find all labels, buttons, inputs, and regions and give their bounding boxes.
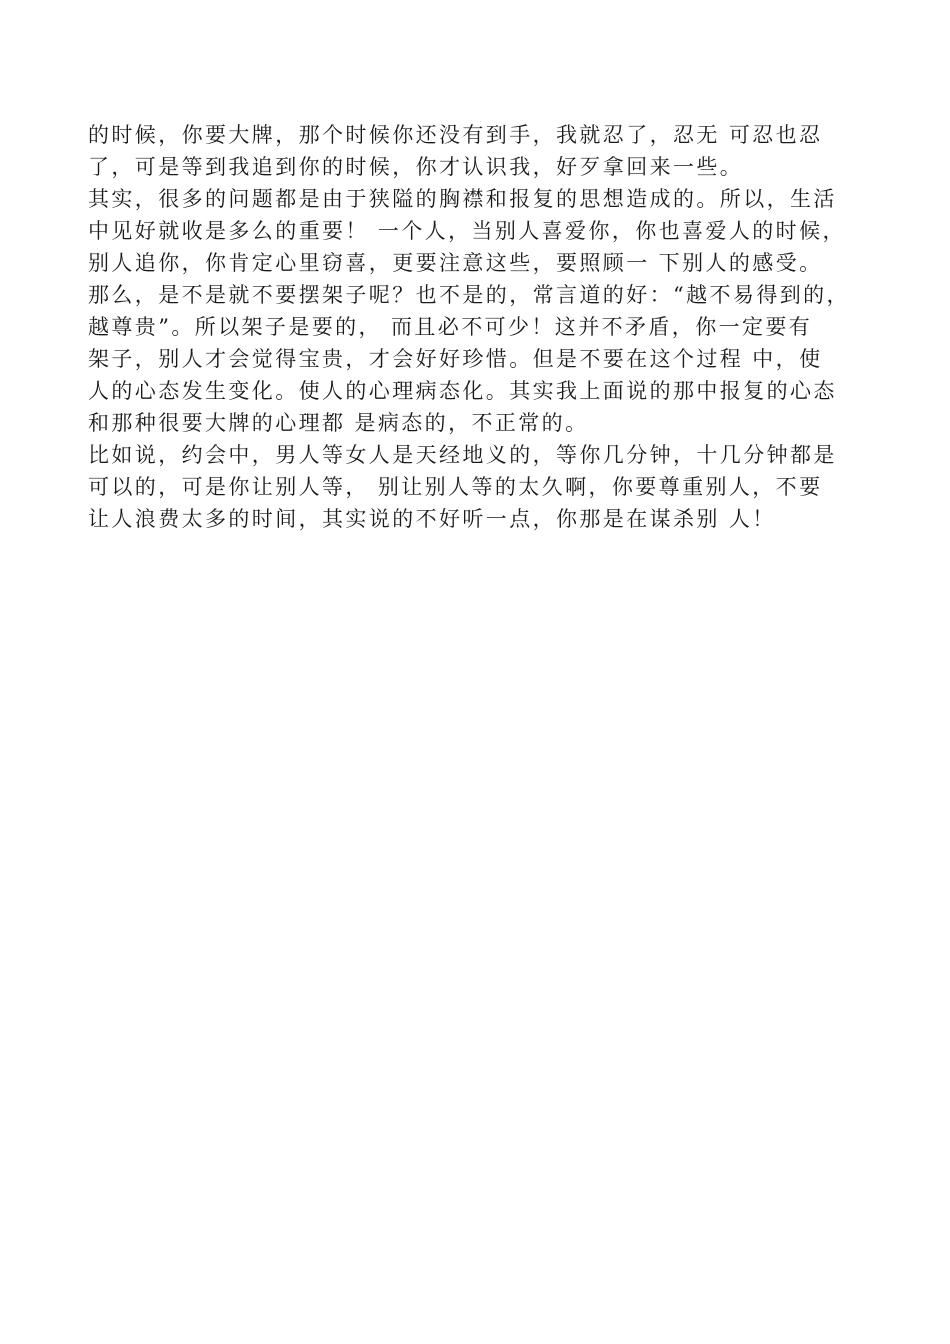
text-line: 其实，很多的问题都是由于狭隘的胸襟和报复的思想造成的。所以，生活	[88, 187, 837, 211]
text-line: 人的心态发生变化。使人的心理病态化。其实我上面说的那中报复的心态	[88, 379, 837, 403]
text-line: 可以的，可是你让别人等， 别让别人等的太久啊，你要尊重别人，不要	[88, 475, 823, 499]
paragraph-1	[88, 119, 868, 183]
text-line: 让人浪费太多的时间，其实说的不好听一点，你那是在谋杀别 人！	[88, 507, 776, 531]
text-line: 比如说，约会中，男人等女人是天经地义的，等你几分钟，十几分钟都是	[88, 443, 837, 467]
text-line: 了，可是等到我追到你的时候，你才认识我，好歹拿回来一些。	[88, 155, 744, 179]
paragraph-3	[88, 279, 868, 439]
document-body	[88, 119, 868, 535]
text-line: 架子，别人才会觉得宝贵，才会好好珍惜。但是不要在这个过程 中，使	[88, 347, 823, 371]
paragraph-2	[88, 183, 868, 279]
text-line: 别人追你，你肯定心里窃喜，更要注意这些，要照顾一 下别人的感受。	[88, 251, 823, 275]
text-line: 越尊贵”。所以架子是要的， 而且必不可少！这并不矛盾，你一定要有	[88, 315, 813, 339]
paragraph-4	[88, 439, 868, 535]
text-line: 中见好就收是多么的重要！ 一个人，当别人喜爱你，你也喜爱人的时候，	[88, 219, 846, 243]
text-line: 和那种很要大牌的心理都 是病态的，不正常的。	[88, 411, 589, 435]
text-line: 那么，是不是就不要摆架子呢？也不是的，常言道的好：“越不易得到的，	[88, 283, 850, 307]
text-line: 的时候，你要大牌，那个时候你还没有到手，我就忍了，忍无 可忍也忍	[88, 123, 823, 147]
